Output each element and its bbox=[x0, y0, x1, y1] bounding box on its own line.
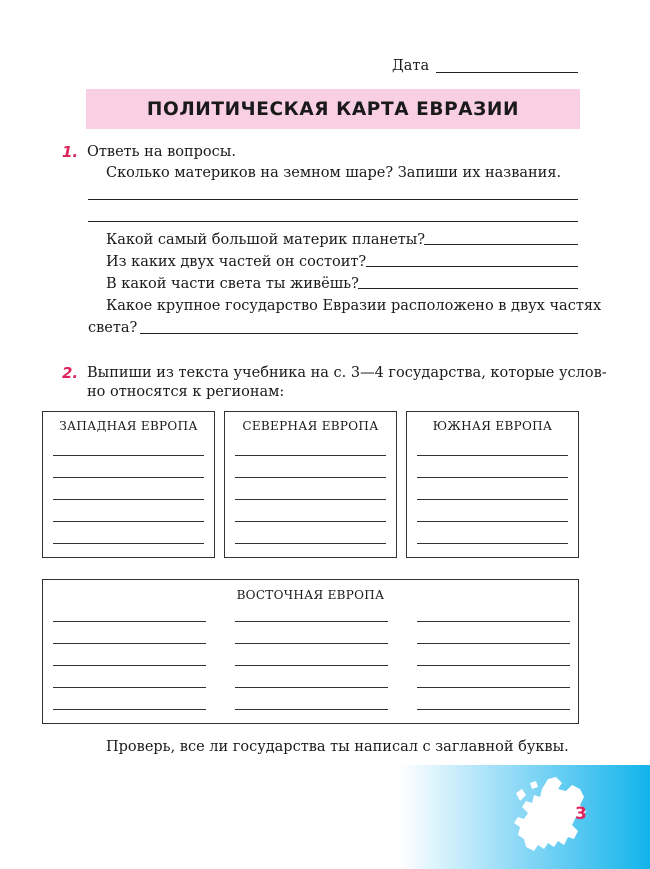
region-line[interactable] bbox=[53, 665, 206, 666]
answer-line-largest-continent[interactable] bbox=[424, 244, 578, 245]
region-box-south bbox=[406, 411, 579, 558]
region-line[interactable] bbox=[235, 543, 386, 544]
region-line[interactable] bbox=[53, 709, 206, 710]
question-state-two-parts-cont: света? bbox=[88, 320, 138, 336]
question-state-two-parts: Какое крупное государство Евразии расположено в двух частях bbox=[106, 298, 602, 314]
region-line[interactable] bbox=[417, 455, 568, 456]
answer-line-continents-2[interactable] bbox=[88, 221, 578, 222]
region-line[interactable] bbox=[53, 643, 206, 644]
region-line[interactable] bbox=[235, 643, 388, 644]
region-line[interactable] bbox=[53, 521, 204, 522]
task-1-number: 1. bbox=[62, 143, 79, 161]
page-number: 3 bbox=[575, 804, 587, 824]
region-line[interactable] bbox=[417, 499, 568, 500]
region-title-east: ВОСТОЧНАЯ ЕВРОПА bbox=[236, 588, 385, 602]
region-line[interactable] bbox=[53, 687, 206, 688]
footer-note: Проверь, все ли государства ты написал с заглавной буквы. bbox=[106, 739, 569, 755]
region-title-west: ЗАПАДНАЯ ЕВРОПА bbox=[59, 419, 198, 433]
task-1-instruction: Ответь на вопросы. bbox=[87, 144, 236, 160]
region-line[interactable] bbox=[235, 687, 388, 688]
task-2-text-line2: но относятся к регионам: bbox=[87, 384, 285, 400]
region-title-south: ЮЖНАЯ ЕВРОПА bbox=[432, 419, 553, 433]
region-line[interactable] bbox=[53, 477, 204, 478]
region-line[interactable] bbox=[235, 455, 386, 456]
region-line[interactable] bbox=[235, 621, 388, 622]
answer-line-two-parts[interactable] bbox=[366, 266, 578, 267]
region-line[interactable] bbox=[53, 499, 204, 500]
task-2-number: 2. bbox=[62, 364, 79, 382]
region-line[interactable] bbox=[417, 477, 568, 478]
region-line[interactable] bbox=[235, 499, 386, 500]
region-line[interactable] bbox=[235, 477, 386, 478]
date-label: Дата bbox=[392, 58, 430, 74]
question-two-parts: Из каких двух частей он состоит? bbox=[106, 254, 367, 270]
answer-line-your-part[interactable] bbox=[358, 288, 578, 289]
region-box-west bbox=[42, 411, 215, 558]
answer-line-continents-1[interactable] bbox=[88, 199, 578, 200]
date-field[interactable] bbox=[436, 72, 578, 73]
region-line[interactable] bbox=[417, 709, 570, 710]
region-line[interactable] bbox=[53, 455, 204, 456]
region-line[interactable] bbox=[235, 709, 388, 710]
answer-line-state-two-parts[interactable] bbox=[140, 333, 578, 334]
region-line[interactable] bbox=[417, 687, 570, 688]
region-line[interactable] bbox=[417, 643, 570, 644]
region-line[interactable] bbox=[53, 621, 206, 622]
region-box-east bbox=[42, 579, 579, 724]
region-line[interactable] bbox=[417, 665, 570, 666]
region-line[interactable] bbox=[417, 521, 568, 522]
region-line[interactable] bbox=[235, 665, 388, 666]
region-line[interactable] bbox=[235, 521, 386, 522]
page-title: ПОЛИТИЧЕСКАЯ КАРТА ЕВРАЗИИ bbox=[86, 89, 580, 129]
task-2-text-line1: Выпиши из текста учебника на с. 3—4 государства, которые услов- bbox=[87, 365, 607, 381]
region-line[interactable] bbox=[53, 543, 204, 544]
question-your-part: В какой части света ты живёшь? bbox=[106, 276, 359, 292]
region-line[interactable] bbox=[417, 543, 568, 544]
region-line[interactable] bbox=[417, 621, 570, 622]
region-title-north: СЕВЕРНАЯ ЕВРОПА bbox=[242, 419, 379, 433]
region-box-north bbox=[224, 411, 397, 558]
question-largest-continent: Какой самый большой материк планеты? bbox=[106, 232, 426, 248]
question-continents: Сколько материков на земном шаре? Запиши их названия. bbox=[106, 165, 562, 181]
